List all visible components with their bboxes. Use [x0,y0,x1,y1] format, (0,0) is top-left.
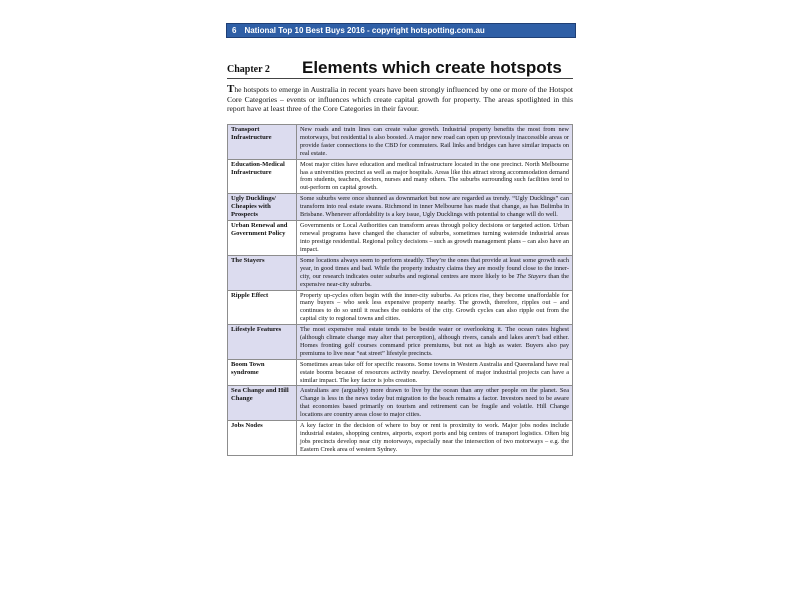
chapter-title: Elements which create hotspots [302,58,562,77]
intro-paragraph [227,85,573,114]
chapter-divider [227,78,573,79]
intro-text: he hotspots to emerge in Australia in recent years have been strongly influenced by one or more of the Hotspot Core Categories – events or influences which create capital growth for property. The areas spotlighted in this report have at least three of the Core Categories in their favour. [227,85,573,114]
category-name: Urban Renewal and Government Policy [228,221,297,256]
category-name: Ugly Ducklings/ Cheapies with Prospects [228,194,297,221]
category-description [297,255,573,290]
intro-drop-letter: T [227,83,235,95]
chapter-heading [227,52,573,78]
table-row [228,125,573,160]
category-description: Property up-cycles often begin with the inner-city suburbs. As prices rise, they become unaffordable for many buyers – who seek less expensive property nearby. The growth, therefore, ripples out – and continues to do so until it reaches the outskirts of the city. Growth cycles can also ripple out from the capital city to regional towns and cities. [297,290,573,325]
chapter-label: Chapter 2 [227,64,270,75]
category-name: The Stayers [228,255,297,290]
table-row [228,386,573,421]
table-row [228,255,573,290]
page-number: 6 [232,26,237,35]
table-row [228,359,573,386]
category-description: New roads and train lines can create value growth. Industrial property benefits the most from new motorways, but residential is also boosted. A major new road can open up previously inaccessible areas or provide faster connections to the CBD for commuters. Rail links and bridges can have similar impacts on real estate. [297,125,573,160]
table-row [228,194,573,221]
category-name: Jobs Nodes [228,421,297,456]
category-name: Ripple Effect [228,290,297,325]
category-description: Sometimes areas take off for specific reasons. Some towns in Western Australia and Queensland have real estate booms because of resources activity nearby. Development of major industrial projects can have a similar impact. The key factor is jobs creation. [297,359,573,386]
category-description: Governments or Local Authorities can transform areas through policy decisions or targeted action. Urban renewal programs have changed the character of suburbs, sometimes turning waterside industrial areas into prestige residential. Regional policy decisions – such as growth management plans – can also have an impact. [297,221,573,256]
header-title: National Top 10 Best Buys 2016 - copyright hotspotting.com.au [244,26,485,35]
category-description: Australians are (arguably) more drawn to live by the ocean than any other people on the planet. Sea Change is less in the news today but migration to the beach remains a factor. Investors need to be aware that economies based primarily on tourism and retirement can be fragile and volatile. Hill Change locations are country areas close to major cities. [297,386,573,421]
table-row [228,325,573,360]
category-name: Education-Medical Infrastructure [228,159,297,194]
category-name: Sea Change and Hill Change [228,386,297,421]
category-description: The most expensive real estate tends to be beside water or overlooking it. The ocean rates highest (although climate change may alter that perception), although rivers, canals and lakes aren’t bad either. Homes fronting golf courses command price premiums, but not as high as water. Buyers also pay premiums to live near “eat street” lifestyle precincts. [297,325,573,360]
emphasis-text: The Stayers [516,272,547,280]
description-text: than the expensive near-city suburbs. [300,272,569,288]
category-description: Most major cities have education and medical infrastructure located in the one precinct. North Melbourne has a universities precinct as well as major hospitals. Areas like this attract strong accommodation demand from students, teachers, doctors, nurses and many others. The suburbs surrounding such facilities tend to out-perform on capital growth. [297,159,573,194]
category-description: Some suburbs were once shunned as downmarket but now are regarded as trendy. “Ugly Ducklings” can transform into real estate swans. Richmond in inner Melbourne has made that change, as has Bulimba in Brisbane. Whenever affordability is a key issue, Ugly Ducklings with potential to change will do well. [297,194,573,221]
category-description: A key factor in the decision of where to buy or rent is proximity to work. Major jobs nodes include industrial estates, shopping centres, airports, export ports and big centres of transport logistics. Often big jobs precincts develop near city motorways, especially near the intersection of two motorways – e.g. the Eastern Creek area of western Sydney. [297,421,573,456]
core-categories-table [227,124,573,456]
category-name: Boom Town syndrome [228,359,297,386]
category-name: Transport Infrastructure [228,125,297,160]
running-header [226,23,576,38]
description-text: Some locations always seem to perform steadily. They’re the ones that provide at least some growth each year, in good times and bad. While the property industry claims they are mostly found close to the inner-city, our research indicates outer suburbs and regional centres are more likely to be [300,256,569,280]
table-row [228,221,573,256]
category-name: Lifestyle Features [228,325,297,360]
table-row [228,159,573,194]
table-row [228,421,573,456]
table-row [228,290,573,325]
